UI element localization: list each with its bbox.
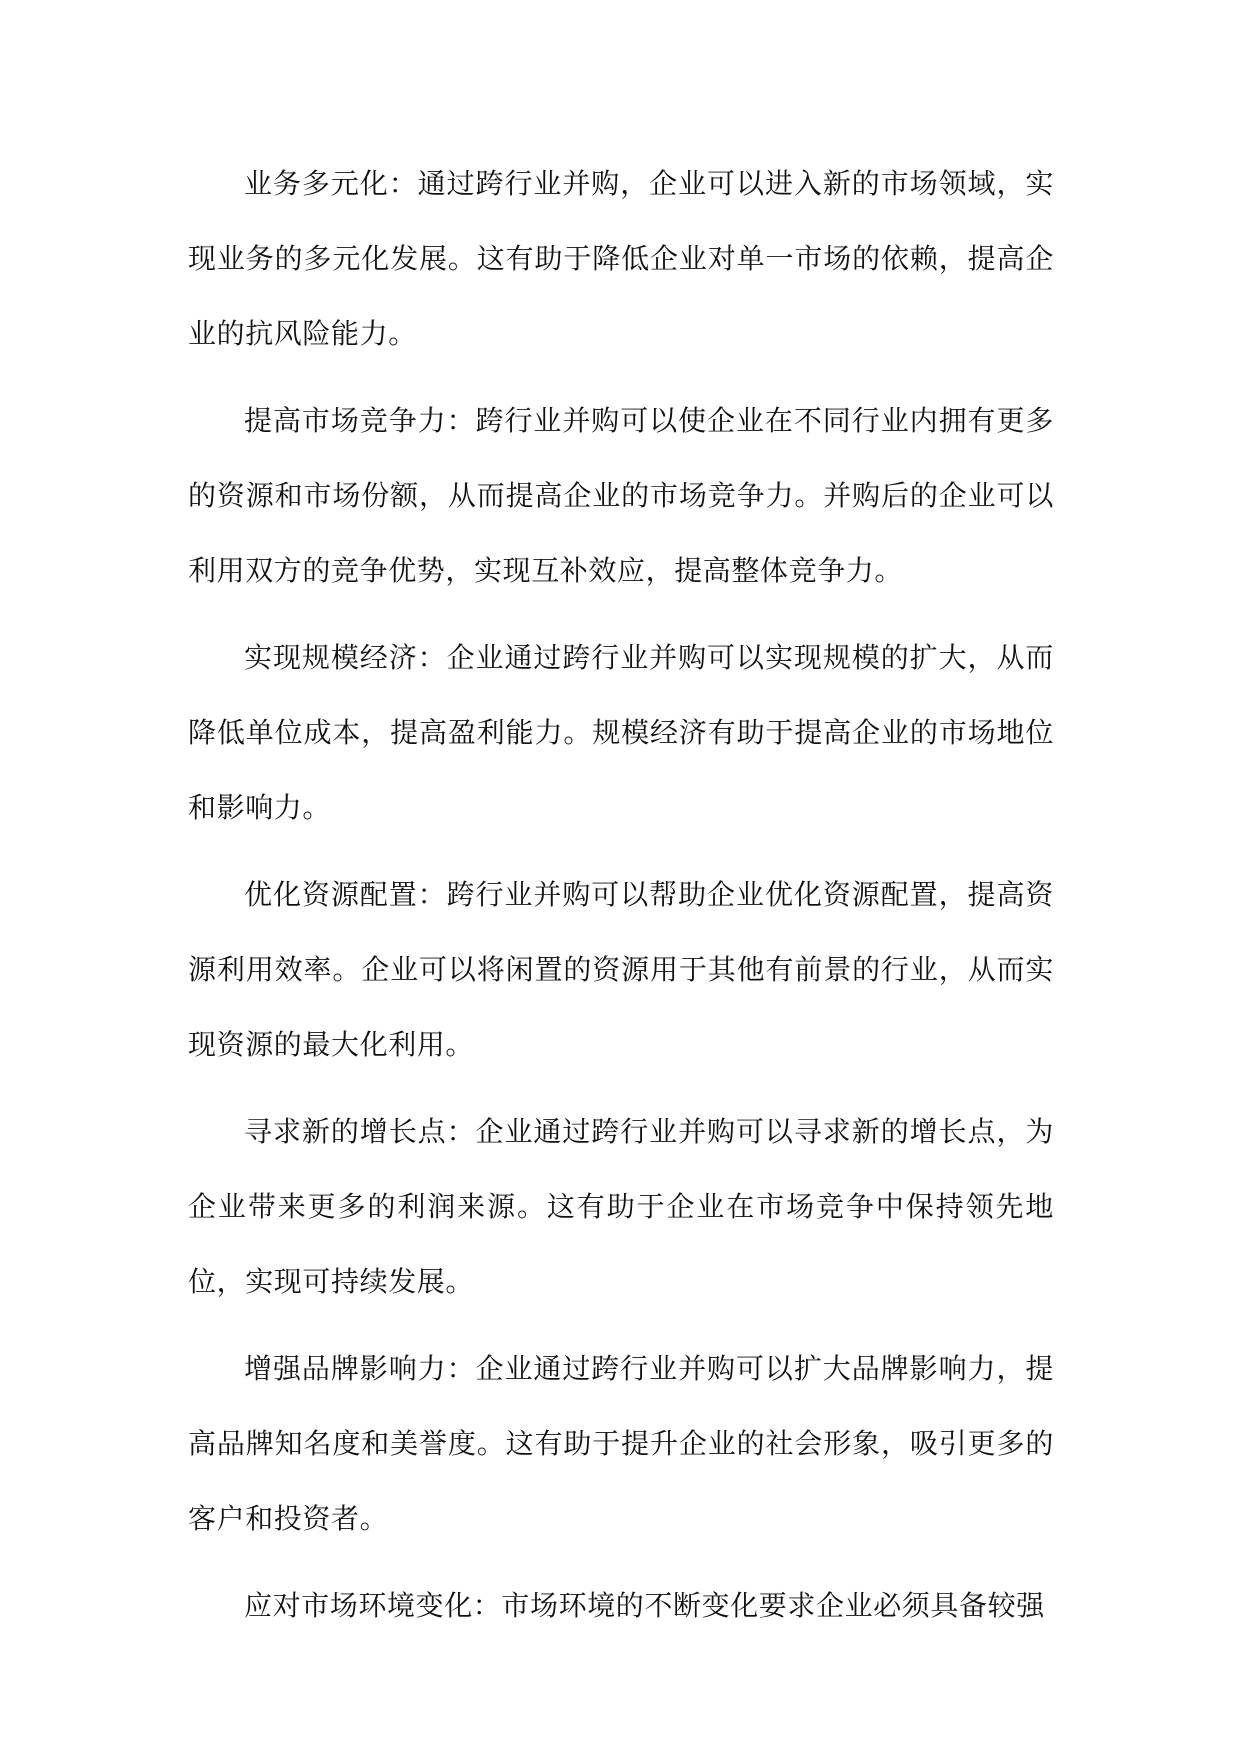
paragraph-heading: 实现规模经济： — [244, 641, 447, 674]
paragraph-heading: 寻求新的增长点： — [244, 1115, 476, 1148]
paragraph-text: 企业通过跨行业并购可以寻求新的增长点，为企业带来更多的利润来源。这有助于企业在市场竞争中保持领先地位，实现可持续发展。 — [188, 1115, 1054, 1298]
paragraph-resource-allocation — [188, 857, 1054, 1082]
paragraph-economies-of-scale — [188, 620, 1054, 845]
paragraph-brand-influence — [188, 1331, 1054, 1556]
paragraph-text: 跨行业并购可以帮助企业优化资源配置，提高资源利用效率。企业可以将闲置的资源用于其他有前景的行业，从而实现资源的最大化利用。 — [188, 878, 1055, 1061]
paragraph-market-competitiveness — [188, 383, 1054, 608]
paragraph-new-growth-point — [188, 1094, 1054, 1319]
paragraph-heading: 增强品牌影响力： — [244, 1352, 476, 1385]
paragraph-business-diversification — [188, 146, 1054, 371]
paragraph-market-environment-change — [188, 1568, 1054, 1643]
paragraph-heading: 应对市场环境变化： — [244, 1589, 502, 1622]
document-body — [188, 146, 1054, 1655]
paragraph-heading: 业务多元化： — [244, 167, 418, 200]
paragraph-text: 企业通过跨行业并购可以扩大品牌影响力，提高品牌知名度和美誉度。这有助于提升企业的社会形象，吸引更多的客户和投资者。 — [188, 1352, 1054, 1535]
paragraph-text: 通过跨行业并购，企业可以进入新的市场领域，实现业务的多元化发展。这有助于降低企业对单一市场的依赖，提高企业的抗风险能力。 — [188, 167, 1055, 350]
paragraph-heading: 提高市场竞争力： — [244, 404, 476, 437]
paragraph-text: 企业通过跨行业并购可以实现规模的扩大，从而降低单位成本，提高盈利能力。规模经济有助于提高企业的市场地位和影响力。 — [188, 641, 1055, 824]
paragraph-text: 市场环境的不断变化要求企业必须具备较强 — [501, 1589, 1045, 1622]
paragraph-heading: 优化资源配置： — [244, 878, 447, 911]
paragraph-text: 跨行业并购可以使企业在不同行业内拥有更多的资源和市场份额，从而提高企业的市场竞争力。并购后的企业可以利用双方的竞争优势，实现互补效应，提高整体竞争力。 — [188, 404, 1054, 587]
